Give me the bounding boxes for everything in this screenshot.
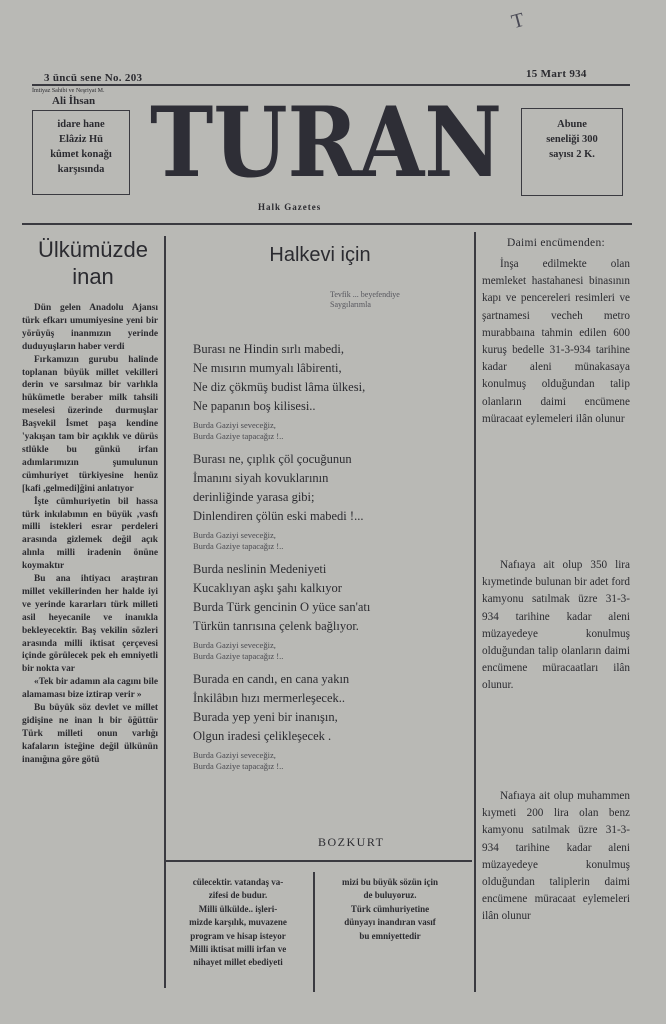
refrain-line: Burda Gaziye tapacağız !.. xyxy=(193,760,284,771)
poem-line: Burası ne, çıplık çöl çocuğunun xyxy=(193,452,352,466)
masthead xyxy=(146,86,506,199)
notice-text: İnşa edilmekte olan memleket hastahanesi binasının kapı ve pencereleri resimleri ve şartnamesi vecheh metro murabbaına tahmin edilen 600 kuruş bedelle 31-3-934 tarihine kadar aleni münakasaya konulmuş olduğundan talip olanların daimi encümene müracaat eylemeleri ilân olunur xyxy=(482,258,630,425)
poem-line: derinliğinde yarasa gibi; xyxy=(193,490,315,504)
article-paragraph: İşte cümhuriyetin bil hassa türk inkılabının en büyük ,vasfı milli istekleri esrar perdeleri arasında gizlemek değil açık alınla milli iradenin önüne koymaktır xyxy=(22,496,158,572)
refrain-line: Burda Gaziyi seveceğiz, xyxy=(193,750,276,760)
continuation-line: program ve hisap isteyor xyxy=(190,930,286,941)
continuation-line: mizde karşılık, muvazene xyxy=(189,917,287,928)
subscription-line: Abune xyxy=(557,119,587,130)
dedication-line: Tevfik ... beyefendiye xyxy=(330,290,400,299)
poem-line: Burada yep yeni bir inanışın, xyxy=(193,710,338,724)
notice-text: Nafıaya ait olup 350 lira kıymetinde bulunan bir adet ford kamyonu satılmak üzre 31-3-934 tarihine kadar aleni müzayedeye konulmuş olduğundan talip olanların daimi encümene müracaatları ilân olunur. xyxy=(482,559,630,692)
poem-line: Kucaklıyan aşkı şahı kalkıyor xyxy=(193,581,342,595)
owner-name: Ali İhsan xyxy=(52,95,96,107)
article-paragraph: «Tek bir adamın ala cagını bile alamaması bize iztirap verir » xyxy=(22,677,158,701)
office-line: Elâziz Hü xyxy=(58,134,104,145)
poem-line: Türkün tanrısına çelenk bağlıyor. xyxy=(193,619,359,633)
poem-refrain xyxy=(193,530,458,551)
poem-line: İmanını siyah kovuklarının xyxy=(193,471,329,485)
poem-line: Ne diz çökmüş budist lâma ülkesi, xyxy=(193,380,366,394)
issue-number: 3 üncü sene No. 203 xyxy=(44,72,143,84)
poem-line: Burası ne Hindin sırlı mabedi, xyxy=(193,342,345,356)
poem-stanza xyxy=(193,670,458,746)
continuation-line: bu emniyettedir xyxy=(359,930,421,941)
continuation-line: de buluyoruz. xyxy=(363,890,417,901)
office-line: karşısında xyxy=(57,164,105,175)
refrain-line: Burda Gaziye tapacağız !.. xyxy=(193,540,284,551)
dedication-line: Saygılarımla xyxy=(330,300,371,309)
article-paragraph: Bu ana ihtiyacı araştıran millet vekillerinden her halde iyi ve yerinde kararları türk milleti asil heyecanile ve inanıkla bekleyecektir. Baş vekilin sözleri arasında milli iktisat çerçevesi içinde görülecek pek eh emniyetli bir nokta var xyxy=(22,574,158,675)
poem-body xyxy=(193,340,458,780)
poem-line: Dinlendiren çölün eski mabedi !... xyxy=(193,509,364,523)
notice-heading: Daimi encümenden: xyxy=(506,237,606,249)
poem-stanza xyxy=(193,340,458,416)
article-body xyxy=(22,302,158,767)
issue-date: 15 Mart 934 xyxy=(526,68,587,80)
notice-paragraph xyxy=(482,557,630,695)
continuation-line: mizi bu büyük sözün için xyxy=(341,877,439,887)
refrain-line: Burda Gaziyi seveceğiz, xyxy=(193,530,276,540)
notice-paragraph xyxy=(482,788,630,926)
continuation-line: dünyayı inandıran vasıf xyxy=(344,917,436,928)
subtitle: Halk Gazetes xyxy=(258,202,322,212)
poem-title: Halkevi için xyxy=(269,244,371,266)
continuation-block-left xyxy=(166,876,310,970)
continuation-line: Milli ülkülde.. işleri- xyxy=(198,903,278,914)
poem-line: Ne mısırın mumyalı lâbirenti, xyxy=(193,361,342,375)
poem-refrain xyxy=(193,640,458,661)
header-rule xyxy=(22,223,632,225)
notice-paragraph xyxy=(482,256,630,428)
poem-line: Burda neslinin Medeniyeti xyxy=(193,562,327,576)
subscription-box xyxy=(521,108,623,196)
office-line: kûmet konağı xyxy=(50,149,112,160)
continuation-line: nihayet millet ebediyeti xyxy=(193,957,283,968)
subscription-line: sayısı 2 K. xyxy=(549,149,595,160)
poem-line: Ne papanın boş kilisesi.. xyxy=(193,399,316,413)
article-title-line: inan xyxy=(72,264,114,289)
refrain-line: Burda Gaziye tapacağız !.. xyxy=(193,650,284,661)
poem-line: Burda Türk gencinin O yüce san'atı xyxy=(193,600,371,614)
poem-refrain xyxy=(193,420,458,441)
article-title-line: Ülkümüzde xyxy=(37,237,149,262)
continuation-line: zifesi de budur. xyxy=(208,890,268,901)
column-divider-inner xyxy=(313,872,315,992)
refrain-line: Burda Gaziyi seveceğiz, xyxy=(193,640,276,650)
poem-stanza xyxy=(193,560,458,636)
continuation-line: cülecektir. vatandaş va- xyxy=(192,877,284,887)
article-paragraph: Bu büyük söz devlet ve millet gidişine ne inan lı bir öğüttür Türk milleti onun varlığı kafaların isteğine değil ülkünün inanığına göre götü xyxy=(22,703,158,765)
refrain-line: Burda Gaziyi seveceğiz, xyxy=(193,420,276,430)
office-line: idare hane xyxy=(57,119,105,130)
poem-stanza xyxy=(193,450,458,526)
article-title xyxy=(25,236,161,290)
notice-text: Nafıaya ait olup muhammen kıymeti 200 lira olan benz kamyonu satılmak üzre 31-3-934 tarihine kadar aleni müzayedeye konulmuş olduğundan taliplerin daimi encümene müracaat eylemeleri ilân olunur xyxy=(482,790,630,923)
poem-line: İnkilâbın hızı mermerleşecek.. xyxy=(193,691,346,705)
bottom-rule xyxy=(166,860,472,862)
column-divider-right xyxy=(474,232,476,992)
pen-mark: T xyxy=(509,8,527,34)
poem-line: Burada en candı, en cana yakın xyxy=(193,672,350,686)
poem-line: Olgun iradesi çelikleşecek . xyxy=(193,729,332,743)
continuation-line: Milli iktisat milli irfan ve xyxy=(189,944,287,955)
subscription-line: seneliği 300 xyxy=(546,134,598,145)
refrain-line: Burda Gaziye tapacağız !.. xyxy=(193,430,284,441)
poem-signature: BOZKURT xyxy=(318,835,385,849)
poem-dedication xyxy=(330,290,400,310)
article-paragraph: Dün gelen Anadolu Ajansı türk efkarı umumiyesine yeni bir yörüyüş inanmızın yerinde duduyuşların haber verdi xyxy=(22,303,158,352)
owner-label: İmtiyaz Sahibi ve Neşriyat M. xyxy=(32,88,105,94)
continuation-block-right xyxy=(318,876,462,943)
poem-refrain xyxy=(193,750,458,771)
article-paragraph: Fırkamızın gurubu halinde toplanan büyük millet vekilleri derin ve sarsılmaz bir varlıkla hükümetle beraber milk tahsili meselesi üzerinde durmuşlar Başvekil İsmet paşa kendine 'yakışan tam bir açıklık ve dürüs stlükle bu günkü irfan adımlarımızın şumulunun cümhuriyet türkiyesine henüz [kafi ,gelmedi]ğini anlatıyor xyxy=(22,354,158,494)
masthead-title: TURAN xyxy=(150,86,502,199)
continuation-line: Türk cümhuriyetine xyxy=(350,903,430,914)
office-box xyxy=(32,110,130,195)
